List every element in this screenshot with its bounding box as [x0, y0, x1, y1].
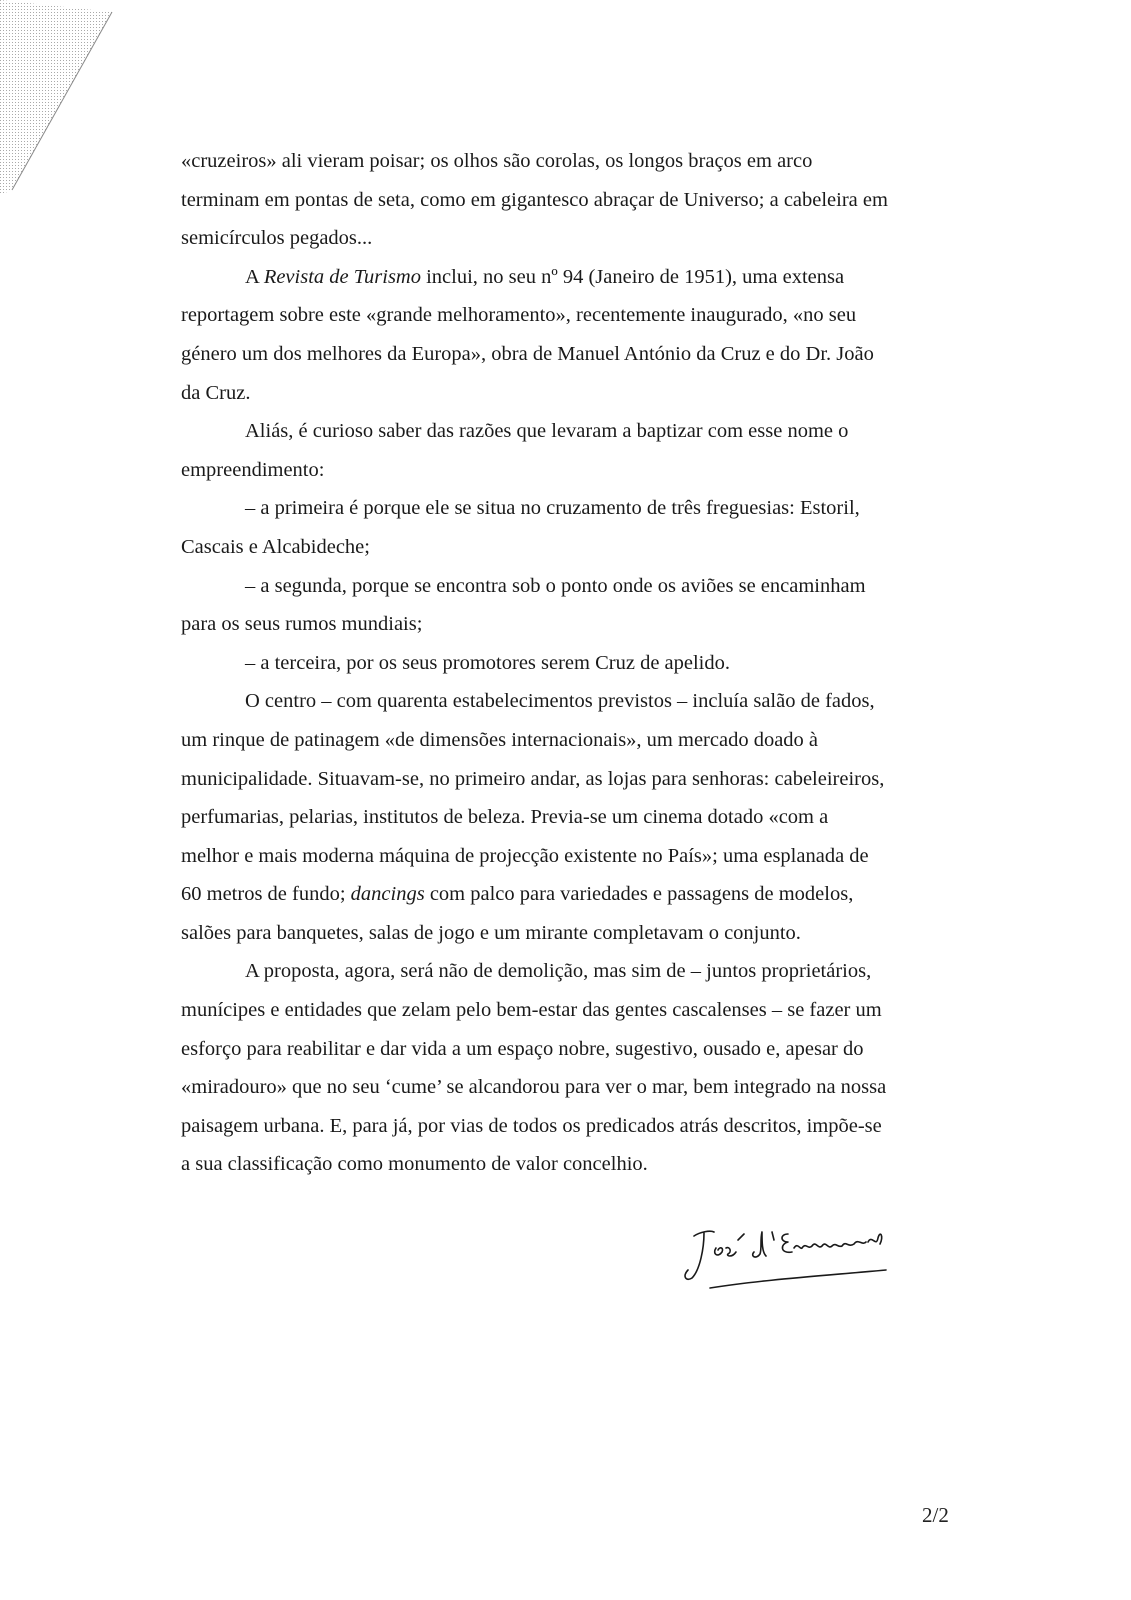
scan-corner-artifact	[0, 0, 120, 210]
line: perfumarias, pelarias, institutos de beleza. Previa-se um cinema dotado «com a	[181, 806, 829, 829]
line: Cascais e Alcabideche;	[181, 535, 370, 558]
paragraph-4	[181, 682, 961, 952]
line: semicírculos pegados...	[181, 227, 373, 250]
line: reportagem sobre este «grande melhoramento», recentemente inaugurado, «no seu	[181, 304, 857, 327]
line: – a segunda, porque se encontra sob o ponto onde os aviões se encaminham	[245, 574, 866, 597]
line: A	[245, 265, 264, 288]
line: – a primeira é porque ele se situa no cruzamento de três freguesias: Estoril,	[245, 497, 860, 520]
italic-term: dancings	[350, 883, 425, 906]
line: Aliás, é curioso saber das razões que levaram a baptizar com esse nome o	[245, 420, 849, 443]
line: O centro – com quarenta estabelecimentos previstos – incluía salão de fados,	[245, 690, 875, 713]
paragraph-3	[181, 412, 961, 489]
line: com palco para variedades e passagens de modelos,	[424, 883, 854, 906]
line: A proposta, agora, será não de demolição, mas sim de – juntos proprietários,	[245, 960, 872, 983]
line: paisagem urbana. E, para já, por vias de todos os predicados atrás descritos, impõe-se	[181, 1114, 882, 1137]
line: da Cruz.	[181, 381, 251, 404]
dash-item-1	[181, 489, 961, 566]
line: terminam em pontas de seta, como em gigantesco abraçar de Universo; a cabeleira em	[181, 188, 888, 211]
handwritten-signature	[680, 1218, 920, 1298]
line: municipalidade. Situavam-se, no primeiro andar, as lojas para senhoras: cabeleireiros,	[181, 767, 885, 790]
line: «cruzeiros» ali vieram poisar; os olhos são corolas, os longos braços em arco	[181, 150, 813, 172]
dash-item-3	[181, 644, 961, 683]
line: munícipes e entidades que zelam pelo bem-estar das gentes cascalenses – se fazer um	[181, 999, 882, 1022]
line: esforço para reabilitar e dar vida a um espaço nobre, sugestivo, ousado e, apesar do	[181, 1037, 864, 1060]
line: um rinque de patinagem «de dimensões internacionais», um mercado doado à	[181, 728, 819, 751]
line: a sua classificação como monumento de valor concelhio.	[181, 1153, 648, 1176]
journal-title: Revista de Turismo	[263, 265, 421, 288]
line: melhor e mais moderna máquina de projecção existente no País»; uma esplanada de	[181, 844, 869, 867]
line: 60 metros de fundo;	[181, 883, 351, 906]
paragraph-2	[181, 258, 961, 412]
line: género um dos melhores da Europa», obra de Manuel António da Cruz e do Dr. João	[181, 342, 874, 365]
body-text	[181, 142, 961, 1184]
paragraph-1	[181, 142, 961, 258]
line: – a terceira, por os seus promotores serem Cruz de apelido.	[245, 651, 731, 674]
line: inclui, no seu nº 94 (Janeiro de 1951), uma extensa	[420, 265, 845, 288]
paragraph-5	[181, 952, 961, 1184]
page-number: 2/2	[922, 1503, 949, 1527]
line: para os seus rumos mundiais;	[181, 613, 423, 636]
dash-item-2	[181, 567, 961, 644]
line: salões para banquetes, salas de jogo e um mirante completavam o conjunto.	[181, 921, 801, 944]
line: «miradouro» que no seu ‘cume’ se alcandorou para ver o mar, bem integrado na nossa	[181, 1076, 887, 1099]
line: empreendimento:	[181, 458, 325, 481]
